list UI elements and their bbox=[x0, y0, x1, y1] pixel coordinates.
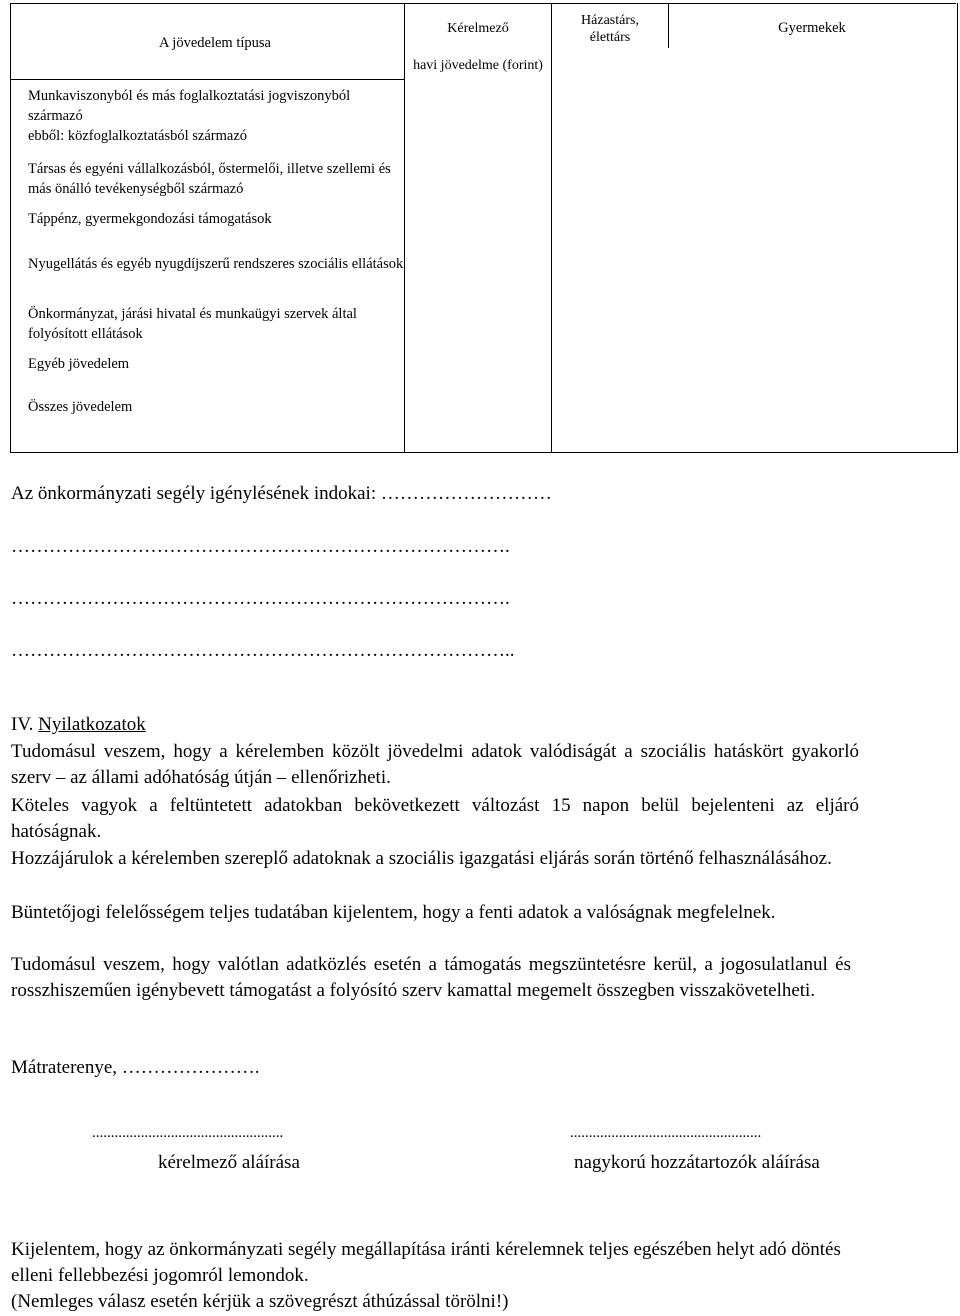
table-border-left bbox=[10, 3, 11, 453]
reasons-label: Az önkormányzati segély igénylésének indokai: bbox=[11, 483, 377, 504]
declaration-p2: Köteles vagyok a feltüntetett adatokban bekövetkezett változást 15 napon belül bejelenteni az eljáró hatóságnak. bbox=[11, 795, 859, 842]
place-date-dots[interactable]: …………………. bbox=[121, 1057, 260, 1078]
reasons-dots-2[interactable]: ……………………………………………………………………. bbox=[11, 536, 510, 557]
signature-line-applicant[interactable]: ................................................... bbox=[92, 1125, 284, 1141]
row-municipal-benefits: Önkormányzat, járási hivatal és munkaügyi szervek által folyósított ellátások bbox=[28, 306, 357, 342]
signature-line-relatives[interactable]: ................................................... bbox=[570, 1125, 762, 1141]
reasons-dots-1[interactable]: ……………………… bbox=[380, 483, 552, 504]
row-total-income: Összes jövedelem bbox=[28, 399, 133, 415]
row-sick-pay: Táppénz, gyermekgondozási támogatások bbox=[28, 211, 272, 227]
relatives-signature-label: nagykorú hozzátartozók aláírása bbox=[574, 1152, 820, 1173]
declaration-p4: Büntetőjogi felelősségem teljes tudatában kijelentem, hogy a fenti adatok a valóságnak megfelelnek. bbox=[11, 902, 776, 923]
row-business-income: Társas és egyéni vállalkozásból, őstermelői, illetve szellemi és más önálló tevékenységből származó bbox=[28, 161, 391, 197]
place-date-line bbox=[11, 1055, 859, 1081]
reasons-line bbox=[11, 481, 859, 507]
declarations-title: Nyilatkozatok bbox=[38, 714, 146, 735]
income-table bbox=[0, 0, 960, 455]
row-other-income: Egyéb jövedelem bbox=[28, 356, 130, 372]
declaration-p3: Hozzájárulok a kérelemben szereplő adatoknak a szociális igazgatási eljárás során történő felhasználásához. bbox=[11, 848, 832, 869]
appeal-waiver-note: (Nemleges válasz esetén kérjük a szövegrészt áthúzással törölni!) bbox=[11, 1291, 509, 1312]
place-label: Mátraterenye, bbox=[11, 1057, 122, 1078]
section-number: IV. bbox=[11, 714, 39, 735]
header-spouse-line1: Házastárs, bbox=[581, 13, 639, 28]
declarations-heading bbox=[11, 712, 859, 738]
declaration-p1: Tudomásul veszem, hogy a kérelemben közölt jövedelmi adatok valódiságát a szociális hatáskört gyakorló szerv – az állami adóhatóság útján – ellenőrizheti. bbox=[11, 741, 859, 788]
table-col-divider-2 bbox=[551, 3, 552, 453]
row-public-employment-income: ebből: közfoglalkoztatásból származó bbox=[28, 128, 248, 144]
table-border-top bbox=[10, 3, 956, 4]
row-pension-benefits: Nyugellátás és egyéb nyugdíjszerű rendszeres szociális ellátások bbox=[28, 256, 404, 272]
table-col-divider-3 bbox=[668, 3, 669, 48]
header-children: Gyermekek bbox=[778, 20, 846, 36]
table-border-right bbox=[957, 3, 958, 453]
declaration-p5: Tudomásul veszem, hogy valótlan adatközlés esetén a támogatás megszüntetésre kerül, a jogosulatlanul és rosszhiszeműen igénybevett támogatást a folyósító szerv kamattal megemelt összegben visszakövetelheti. bbox=[11, 954, 851, 1001]
header-income-type: A jövedelem típusa bbox=[159, 35, 271, 51]
header-monthly-income: havi jövedelme (forint) bbox=[413, 58, 543, 73]
table-border-bottom bbox=[10, 452, 958, 453]
row-employment-income: Munkaviszonyból és más foglalkoztatási jogviszonyból származó bbox=[28, 88, 351, 124]
table-header-divider bbox=[10, 79, 404, 80]
header-applicant: Kérelmező bbox=[447, 21, 509, 36]
header-spouse-line2: élettárs bbox=[589, 30, 631, 45]
applicant-signature-label: kérelmező aláírása bbox=[158, 1152, 300, 1173]
reasons-dots-4[interactable]: …………………………………………………………………….. bbox=[11, 640, 515, 661]
appeal-waiver-text: Kijelentem, hogy az önkormányzati segély megállapítása iránti kérelemnek teljes egészében helyt adó döntés elleni fellebbezési jogomról lemondok. bbox=[11, 1239, 841, 1286]
reasons-dots-3[interactable]: ……………………………………………………………………. bbox=[11, 588, 510, 609]
